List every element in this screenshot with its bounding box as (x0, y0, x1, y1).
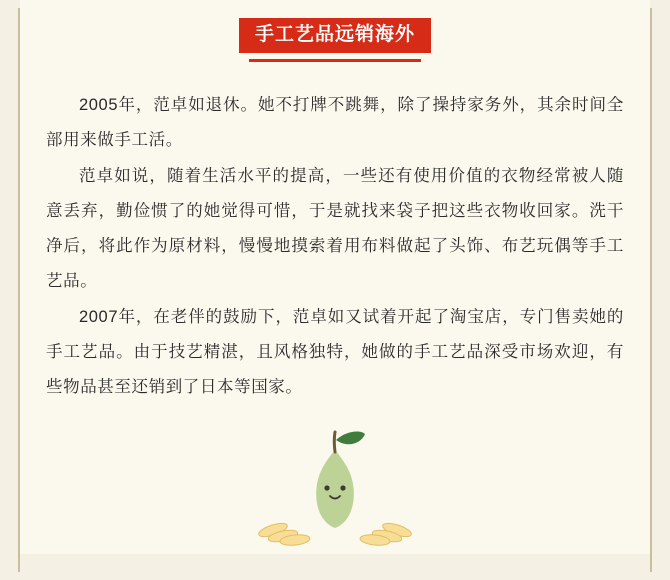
pear-mascot (20, 422, 650, 552)
article-card (20, 0, 650, 580)
right-rule-line (650, 8, 652, 572)
page-title: 手工艺品远销海外 (239, 18, 431, 53)
pear-stem (334, 432, 335, 452)
wheat-right (360, 521, 413, 547)
pear-body (316, 450, 354, 528)
pear-leaf (336, 432, 365, 445)
title-area (20, 18, 650, 53)
paragraph: 范卓如说，随着生活水平的提高，一些还有使用价值的衣物经常被人随意丢弃，勤俭惯了的她觉得可惜，于是就找来袋子把这些衣物收回家。洗干净后，将此作为原材料，慢慢地摸索着用布料做起了头饰、布艺玩偶等手工艺品。 (46, 167, 624, 290)
left-rule-line (18, 8, 20, 572)
title-underline (249, 59, 421, 62)
wheat-left (257, 521, 310, 547)
footer-bar (20, 554, 650, 580)
paragraph: 2007年，在老伴的鼓励下，范卓如又试着开起了淘宝店，专门售卖她的手工艺品。由于技艺精湛，且风格独特，她做的手工艺品深受市场欢迎，有些物品甚至还销到了日本等国家。 (46, 308, 624, 396)
right-margin (656, 0, 670, 580)
left-margin (0, 0, 14, 580)
pear-eye-left (324, 485, 329, 490)
article-body (46, 88, 624, 406)
pear-eye-right (340, 485, 345, 490)
paragraph: 2005年，范卓如退休。她不打牌不跳舞，除了操持家务外，其余时间全部用来做手工活。 (46, 96, 624, 149)
